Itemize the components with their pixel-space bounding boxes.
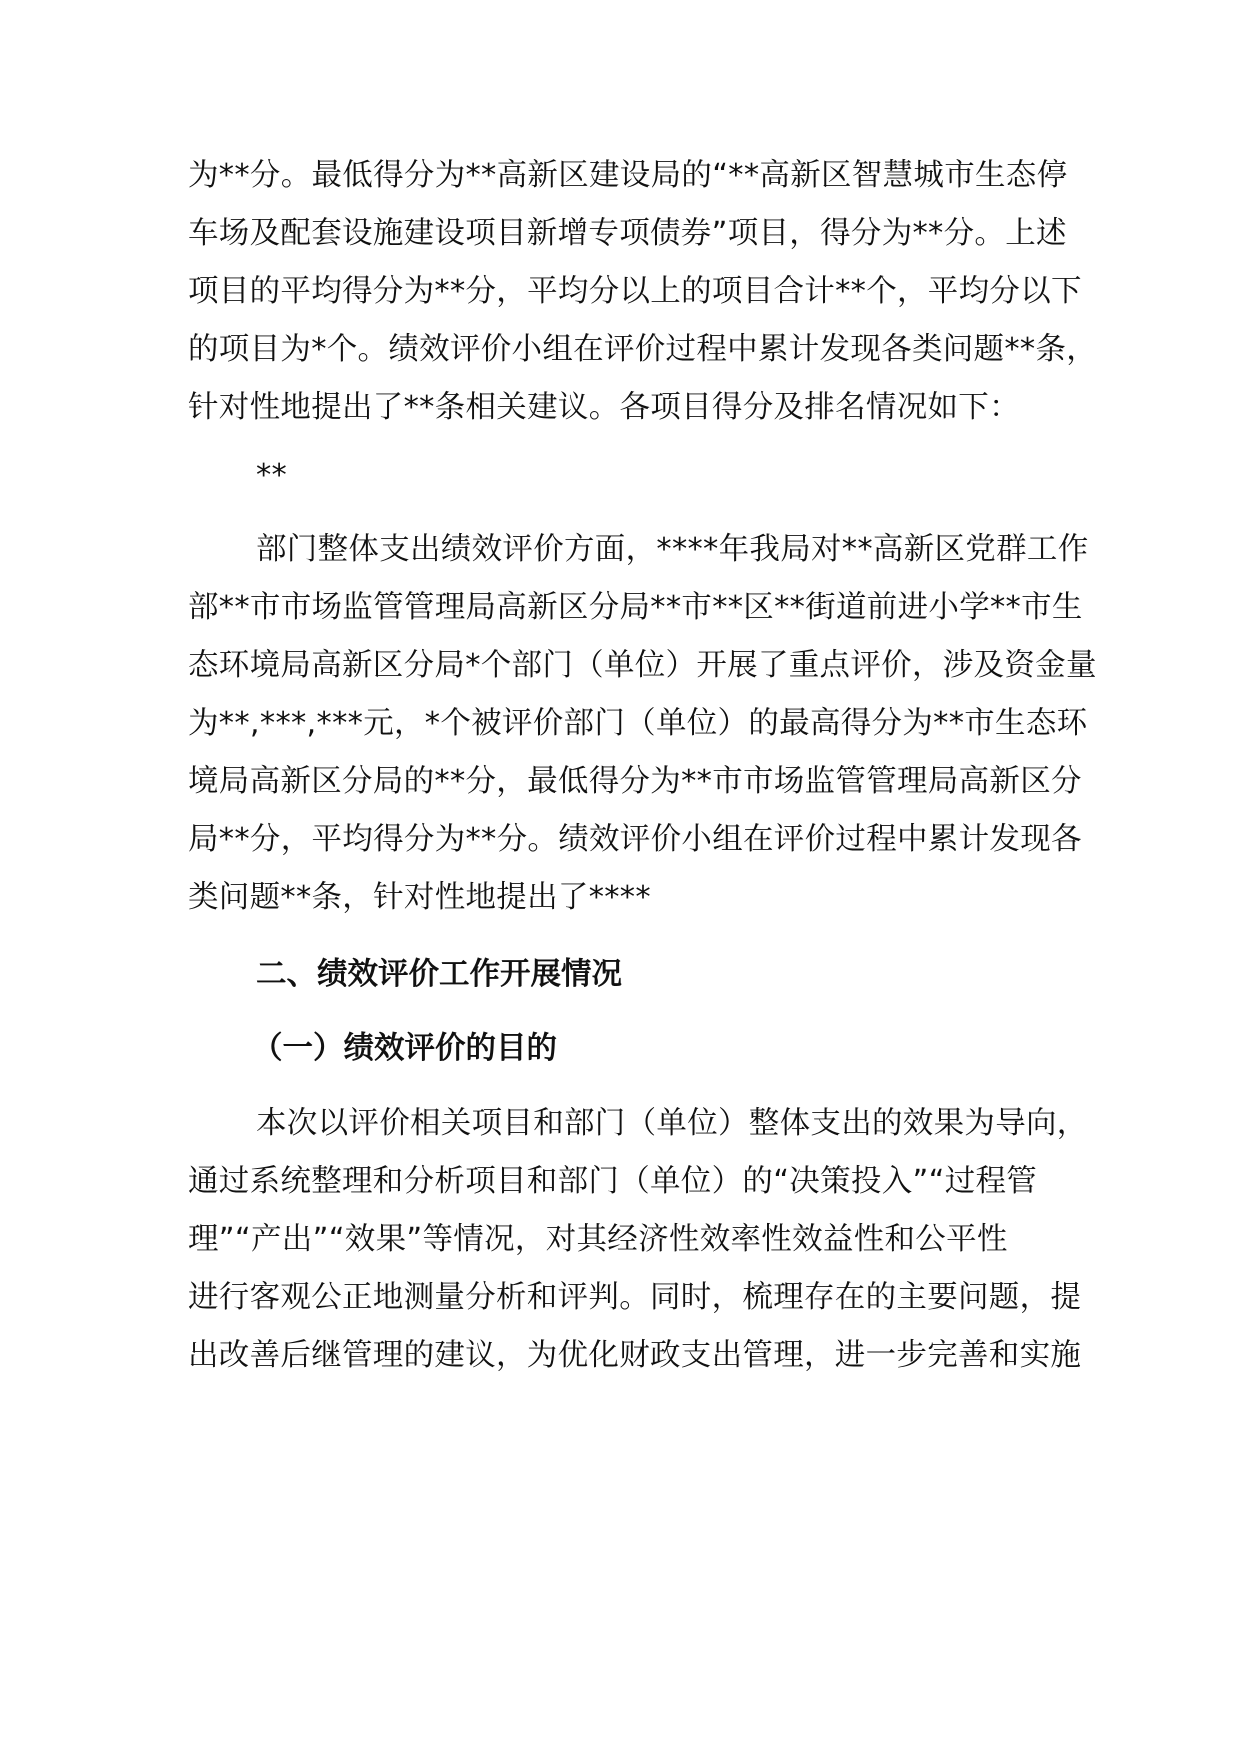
- paragraph-3-line-3: 理”“产出”“效果”等情况，对其经济性效率性效益性和公平性: [188, 1222, 1008, 1257]
- placeholder-text: **: [256, 458, 288, 493]
- paragraph-2-line-1: 部门整体支出绩效评价方面，****年我局对**高新区党群工作: [256, 532, 1089, 567]
- paragraph-1-line-3: 项目的平均得分为**分，平均分以上的项目合计**个，平均分以下: [188, 274, 1082, 309]
- paragraph-2-line-4: 为**,***,***元，*个被评价部门（单位）的最高得分为**市生态环: [188, 706, 1088, 741]
- paragraph-2-line-2: 部**市市场监管管理局高新区分局**市**区**街道前进小学**市生: [188, 590, 1083, 625]
- paragraph-3-line-5: 出改善后继管理的建议，为优化财政支出管理，进一步完善和实施: [188, 1338, 1082, 1373]
- paragraph-2-line-6: 局**分，平均得分为**分。绩效评价小组在评价过程中累计发现各: [188, 822, 1082, 857]
- paragraph-3-line-4: 进行客观公正地测量分析和评判。同时，梳理存在的主要问题，提: [188, 1280, 1082, 1315]
- paragraph-2-line-5: 境局高新区分局的**分，最低得分为**市市场监管管理局高新区分: [188, 764, 1082, 799]
- paragraph-3-line-2: 通过系统整理和分析项目和部门（单位）的“决策投入”“过程管: [188, 1164, 1038, 1199]
- paragraph-1-line-1: 为**分。最低得分为**高新区建设局的“**高新区智慧城市生态停: [188, 158, 1068, 193]
- paragraph-2-line-3: 态环境局高新区分局*个部门（单位）开展了重点评价，涉及资金量: [188, 648, 1097, 683]
- paragraph-3-line-1: 本次以评价相关项目和部门（单位）整体支出的效果为导向，: [256, 1106, 1088, 1141]
- paragraph-2-line-7: 类问题**条，针对性地提出了****: [188, 880, 651, 915]
- paragraph-1-line-4: 的项目为*个。绩效评价小组在评价过程中累计发现各类问题**条，: [188, 332, 1098, 367]
- subsection-heading: （一）绩效评价的目的: [252, 1031, 557, 1066]
- paragraph-1-line-5: 针对性地提出了**条相关建议。各项目得分及排名情况如下：: [188, 390, 1020, 425]
- section-heading: 二、绩效评价工作开展情况: [256, 957, 622, 992]
- paragraph-1-line-2: 车场及配套设施建设项目新增专项债券”项目，得分为**分。上述: [188, 216, 1067, 251]
